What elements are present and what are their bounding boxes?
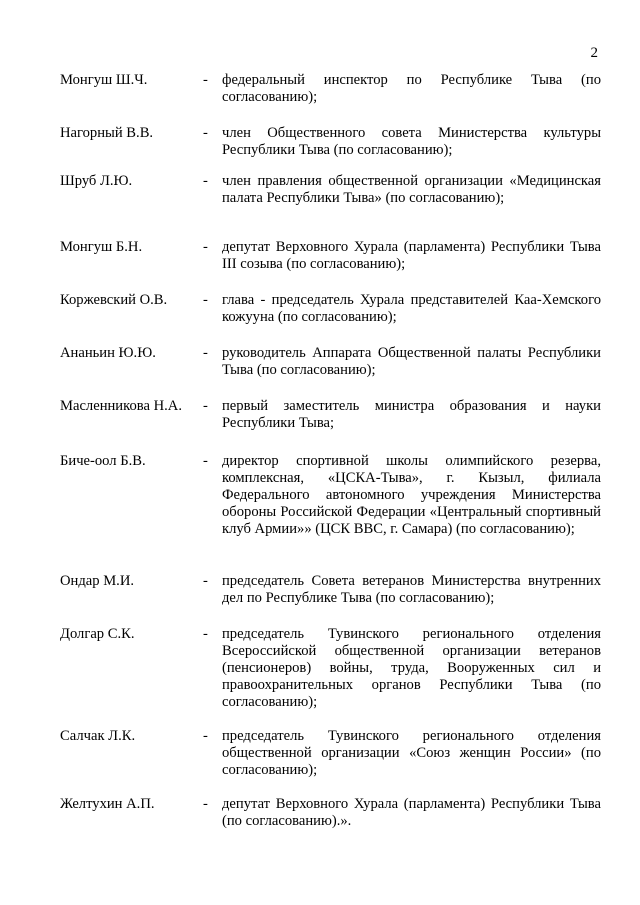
dash-separator: - (203, 239, 208, 255)
member-name: Ондар М.И. (60, 573, 135, 589)
member-name: Масленникова Н.А. (60, 398, 182, 414)
member-description: председатель Совета ветеранов Министерства внутренних дел по Республике Тыва (по согласованию); (222, 573, 601, 606)
dash-separator: - (203, 125, 208, 141)
dash-separator: - (203, 796, 208, 812)
member-description: депутат Верховного Хурала (парламента) Республики Тыва (по согласованию).». (222, 796, 601, 829)
member-description: председатель Тувинского регионального отделения Всероссийской общественной организации ветеранов (пенсионеров) войны, труда, Вооруженных сил и правоохранительных органов Республики Тыва (по согласованию); (222, 626, 601, 710)
member-name: Нагорный В.В. (60, 125, 154, 141)
dash-separator: - (203, 626, 208, 642)
member-description: член правления общественной организации «Медицинская палата Республики Тыва» (по согласованию); (222, 173, 601, 206)
member-description: депутат Верховного Хурала (парламента) Республики Тыва III созыва (по согласованию); (222, 239, 601, 272)
dash-separator: - (203, 398, 208, 414)
dash-separator: - (203, 345, 208, 361)
member-description: федеральный инспектор по Республике Тыва (по согласованию); (222, 72, 601, 105)
member-name: Монгуш Б.Н. (60, 239, 143, 255)
member-description: председатель Тувинского регионального отделения общественной организации «Союз женщин России» (по согласованию); (222, 728, 601, 778)
member-description: руководитель Аппарата Общественной палаты Республики Тыва (по согласованию); (222, 345, 601, 378)
member-description: первый заместитель министра образования и науки Республики Тыва; (222, 398, 601, 431)
member-name: Монгуш Ш.Ч. (60, 72, 148, 88)
member-name: Салчак Л.К. (60, 728, 136, 744)
member-name: Биче-оол Б.В. (60, 453, 146, 469)
member-name: Коржевский О.В. (60, 292, 168, 308)
page-number: 2 (590, 45, 598, 61)
member-description: член Общественного совета Министерства культуры Республики Тыва (по согласованию); (222, 125, 601, 158)
dash-separator: - (203, 728, 208, 744)
dash-separator: - (203, 292, 208, 308)
dash-separator: - (203, 453, 208, 469)
member-name: Желтухин А.П. (60, 796, 155, 812)
dash-separator: - (203, 72, 208, 88)
member-name: Долгар С.К. (60, 626, 135, 642)
dash-separator: - (203, 173, 208, 189)
member-name: Ананьин Ю.Ю. (60, 345, 156, 361)
member-description: директор спортивной школы олимпийского резерва, комплексная, «ЦСКА-Тыва», г. Кызыл, филиала Федерального автономного учреждения Министерства обороны Российской Федерации «Центральный спортивный клуб Армии»» (ЦСК ВВС, г. Самара) (по согласованию); (222, 453, 601, 537)
member-name: Шруб Л.Ю. (60, 173, 133, 189)
member-description: глава - председатель Хурала представителей Каа-Хемского кожууна (по согласованию); (222, 292, 601, 325)
dash-separator: - (203, 573, 208, 589)
